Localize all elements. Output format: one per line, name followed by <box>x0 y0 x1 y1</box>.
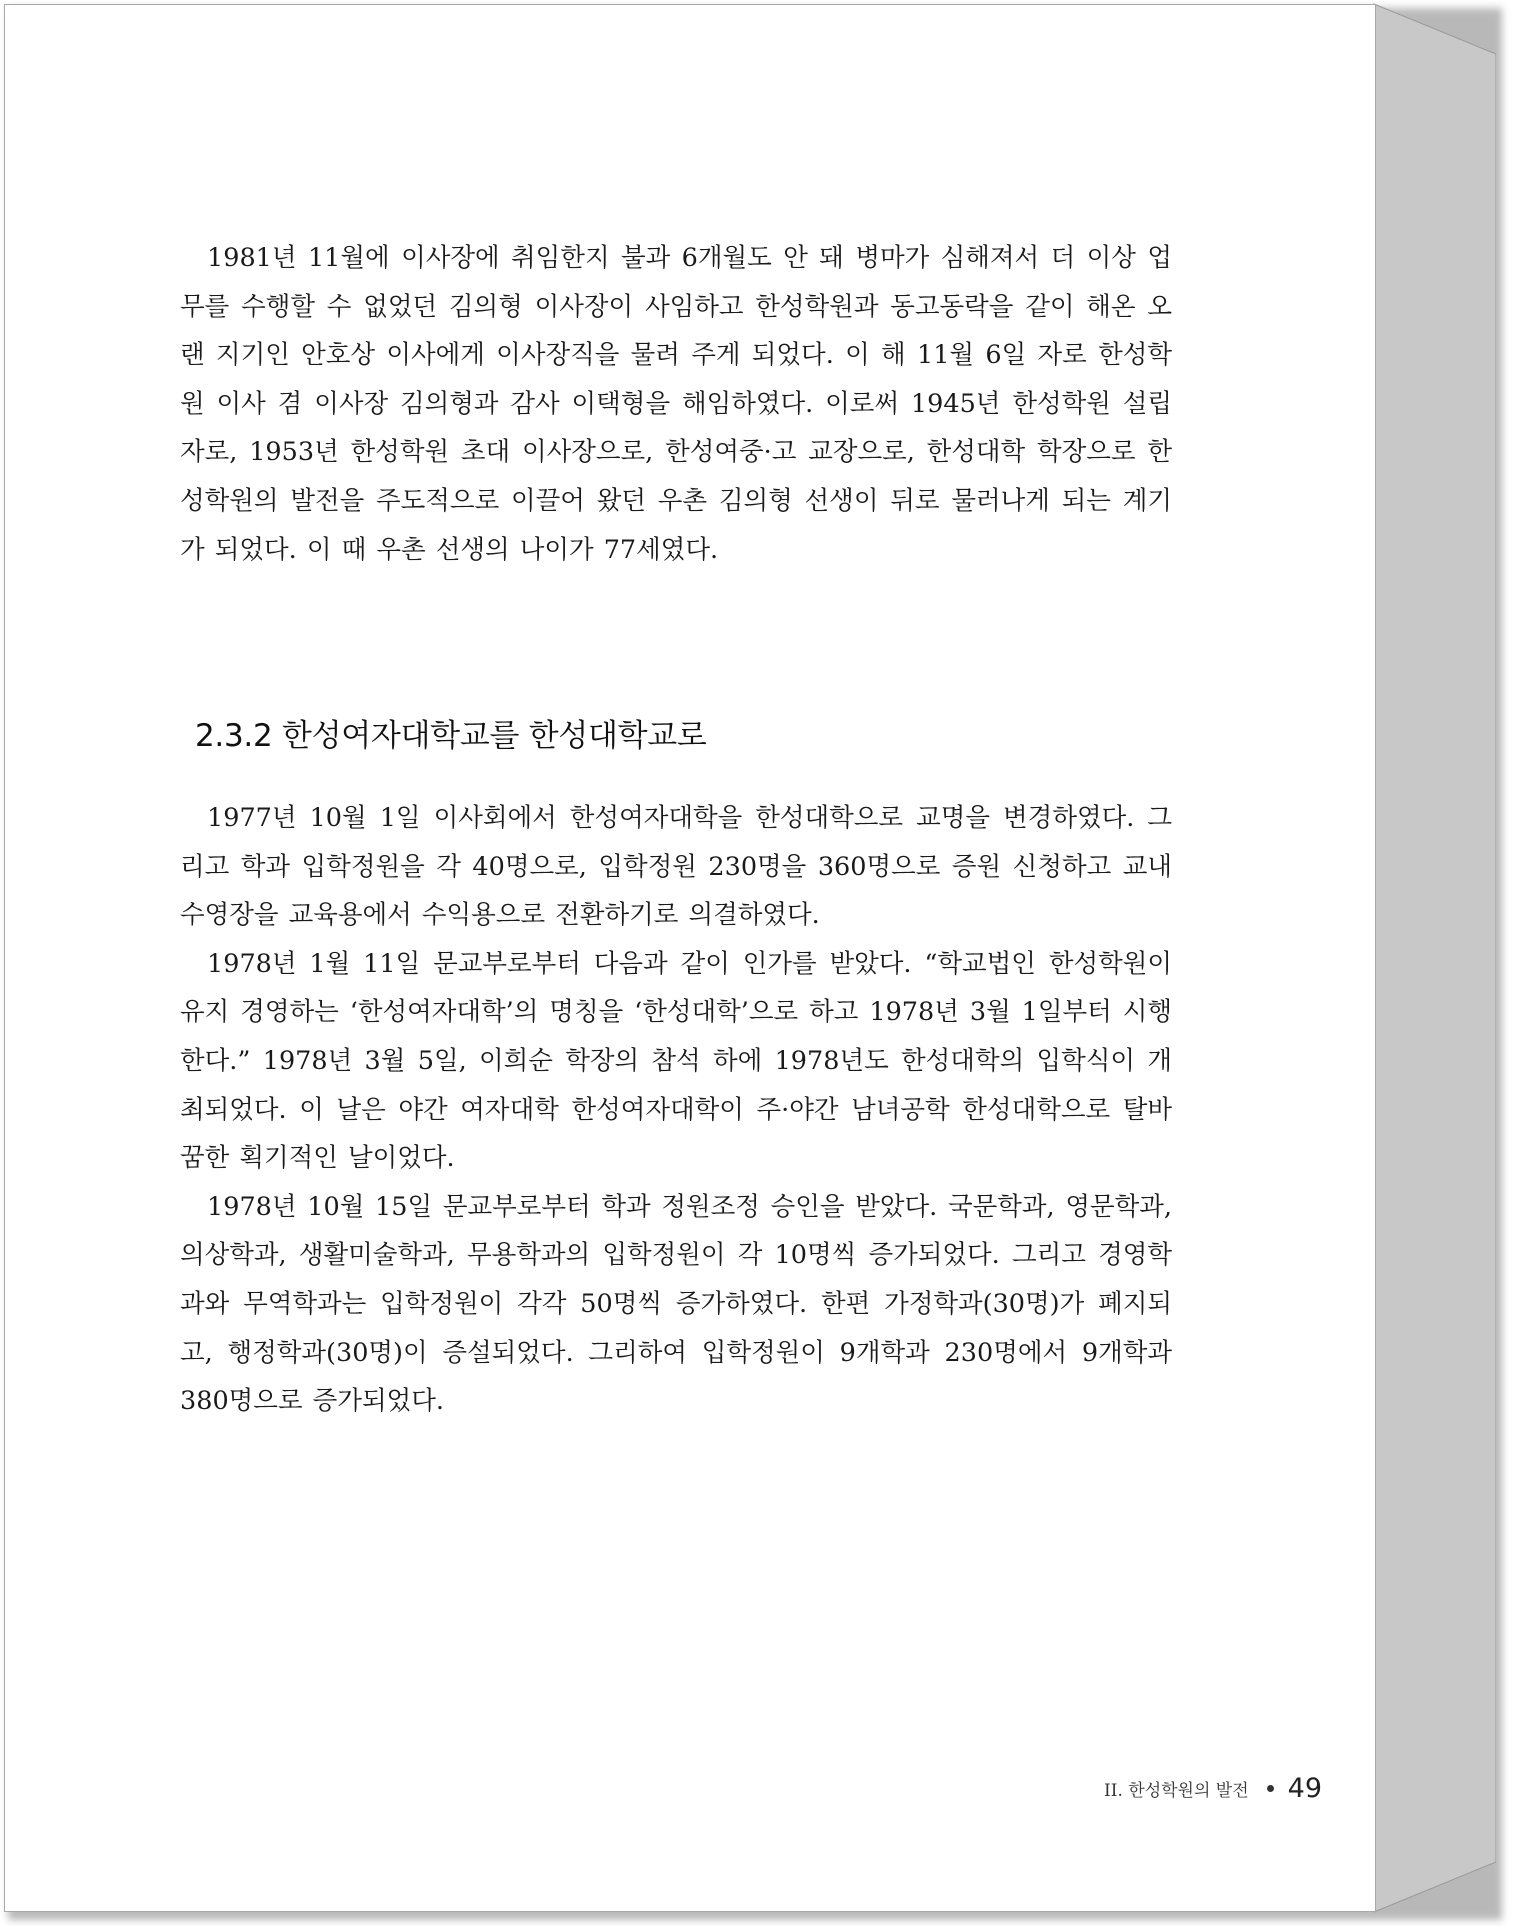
section-heading: 2.3.2 한성여자대학교를 한성대학교로 <box>195 718 707 754</box>
intro-paragraph: 1981년 11월에 이사장에 취임한지 불과 6개월도 안 돼 병마가 심해져서 더 이상 업무를 수행할 수 없었던 김의형 이사장이 사임하고 한성학원과 동고동락을 같이 해온 오랜 지기인 안호상 이사에게 이사장직을 물려 주게 되었다. 이 해 11월 6일 자로 한성학원 이사 겸 이사장 김의형과 감사 이택형을 해임하였다. 이로써 1945년 한성학원 설립자로, 1953년 한성학원 초대 이사장으로, 한성여중·고 교장으로, 한성대학 학장으로 한성학원의 발전을 주도적으로 이끌어 왔던 우촌 김의형 선생이 뒤로 물러나게 되는 계기가 되었다. 이 때 우촌 선생의 나이가 77세였다. <box>180 243 1172 565</box>
section-paragraph-3: 1978년 10월 15일 문교부로부터 학과 정원조정 승인을 받았다. 국문학과, 영문학과, 의상학과, 생활미술학과, 무용학과의 입학정원이 각 10명씩 증가되었다. 그리고 경영학과와 무역학과는 입학정원이 각각 50명씩 증가하였다. 한편 가정학과(30명)가 폐지되고, 행정학과(30명)이 증설되었다. 그리하여 입학정원이 9개학과 230명에서 9개학과 380명으로 증가되었다. <box>180 1191 1172 1417</box>
section-body <box>180 794 1172 1426</box>
page-footer <box>1104 1773 1322 1804</box>
page-side-face <box>1374 4 1496 1912</box>
footer-chapter-title: II. 한성학원의 발전 <box>1104 1781 1249 1801</box>
bullet-icon <box>1267 1785 1274 1792</box>
page-number: 49 <box>1287 1773 1322 1804</box>
intro-section <box>180 234 1172 574</box>
section-paragraph-2: 1978년 1월 11일 문교부로부터 다음과 같이 인가를 받았다. “학교법인 한성학원이 유지 경영하는 ‘한성여자대학’의 명칭을 ‘한성대학’으로 하고 1978년 3월 1일부터 시행한다.” 1978년 3월 5일, 이희순 학장의 참석 하에 1978년도 한성대학의 입학식이 개최되었다. 이 날은 야간 여자대학 한성여자대학이 주·야간 남녀공학 한성대학으로 탈바꿈한 획기적인 날이었다. <box>180 948 1172 1174</box>
section-paragraph-1: 1977년 10월 1일 이사회에서 한성여자대학을 한성대학으로 교명을 변경하였다. 그리고 학과 입학정원을 각 40명으로, 입학정원 230명을 360명으로 증원 신청하고 교내수영장을 교육용에서 수익용으로 전환하기로 의결하였다. <box>180 803 1172 931</box>
